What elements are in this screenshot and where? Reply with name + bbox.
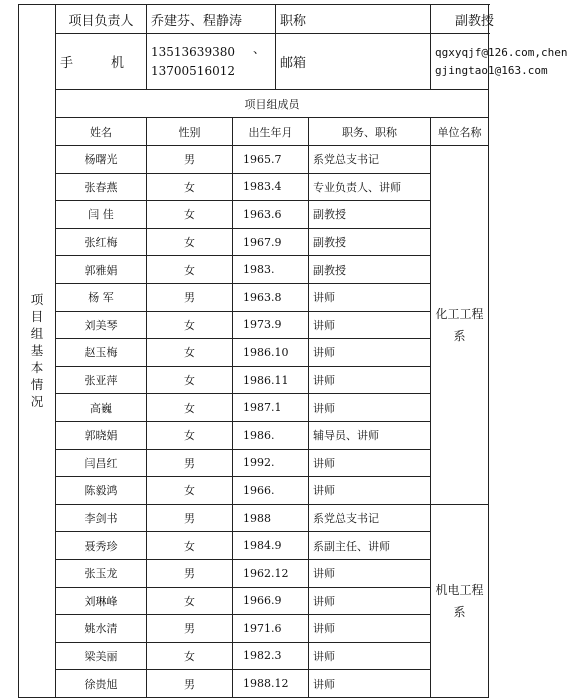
member-row: [19, 366, 489, 394]
project-team-basic-info-label: [19, 5, 56, 698]
member-birth: 1971.6: [233, 615, 309, 643]
member-row: [19, 339, 489, 367]
member-position: 系党总支书记: [309, 146, 431, 174]
unit-name-line: 系: [453, 604, 466, 619]
member-row: [19, 311, 489, 339]
member-gender: 男: [147, 504, 233, 532]
member-gender: 女: [147, 228, 233, 256]
member-row: [19, 256, 489, 284]
member-gender: 男: [147, 146, 233, 174]
member-birth: 1965.7: [233, 146, 309, 174]
member-row: [19, 615, 489, 643]
member-position: 讲师: [309, 477, 431, 505]
member-position: 辅导员、讲师: [309, 421, 431, 449]
phone-line-2: 13700516012: [151, 63, 235, 78]
phone-line-1: 13513639380: [151, 44, 235, 59]
member-name: 徐贵旭: [56, 670, 147, 698]
member-position: 系副主任、讲师: [309, 532, 431, 560]
member-gender: 女: [147, 477, 233, 505]
member-row: [19, 421, 489, 449]
title-value: 副教授: [431, 5, 489, 34]
member-position: 讲师: [309, 587, 431, 615]
member-gender: 男: [147, 559, 233, 587]
member-gender: 女: [147, 366, 233, 394]
member-gender: 女: [147, 394, 233, 422]
unit-name: [431, 146, 489, 505]
member-name: 梁美丽: [56, 642, 147, 670]
member-position: 讲师: [309, 559, 431, 587]
leader-label: 项目负责人: [56, 5, 147, 34]
member-birth: 1992.: [233, 449, 309, 477]
member-name: 刘琳峰: [56, 587, 147, 615]
member-gender: 女: [147, 339, 233, 367]
member-row: [19, 449, 489, 477]
member-birth: 1984.9: [233, 532, 309, 560]
member-position: 副教授: [309, 201, 431, 229]
unit-name-line: 系: [453, 328, 466, 343]
member-row: [19, 201, 489, 229]
leader-value: 乔建芬、程静涛: [147, 5, 276, 34]
side-label-line-3: 本情: [30, 360, 44, 393]
side-label-line-4: 况: [30, 394, 44, 410]
unit-name: [431, 504, 489, 697]
member-position: 专业负责人、讲师: [309, 173, 431, 201]
project-team-table: [18, 4, 568, 698]
member-name: 高巍: [56, 394, 147, 422]
member-gender: 男: [147, 283, 233, 311]
column-header-position: 职务、职称: [309, 118, 431, 146]
member-position: 讲师: [309, 311, 431, 339]
member-position: 系党总支书记: [309, 504, 431, 532]
member-birth: 1973.9: [233, 311, 309, 339]
member-position: 副教授: [309, 256, 431, 284]
phone-separator: 、: [253, 42, 266, 56]
member-birth: 1983.: [233, 256, 309, 284]
column-header-row: [19, 118, 489, 146]
column-header-gender: 性别: [147, 118, 233, 146]
member-name: 郭晓娟: [56, 421, 147, 449]
member-name: 张玉龙: [56, 559, 147, 587]
member-position: 讲师: [309, 394, 431, 422]
contact-row: [19, 34, 489, 90]
column-header-name: 姓名: [56, 118, 147, 146]
member-birth: 1988.12: [233, 670, 309, 698]
side-label-line-1: 项目: [30, 292, 44, 325]
member-gender: 男: [147, 615, 233, 643]
member-gender: 男: [147, 670, 233, 698]
member-birth: 1966.9: [233, 587, 309, 615]
member-name: 陈毅鸿: [56, 477, 147, 505]
member-row: [19, 394, 489, 422]
member-birth: 1982.3: [233, 642, 309, 670]
member-name: 张春燕: [56, 173, 147, 201]
member-row: [19, 670, 489, 698]
member-name: 李剑书: [56, 504, 147, 532]
member-row: [19, 504, 489, 532]
column-header-birth: 出生年月: [233, 118, 309, 146]
member-birth: 1988: [233, 504, 309, 532]
member-name: 闫昌红: [56, 449, 147, 477]
member-birth: 1987.1: [233, 394, 309, 422]
member-row: [19, 532, 489, 560]
member-row: [19, 173, 489, 201]
email-label: 邮箱: [276, 34, 431, 90]
member-birth: 1986.10: [233, 339, 309, 367]
email-value: [431, 34, 568, 90]
member-position: 讲师: [309, 339, 431, 367]
email-line-1: qgxyqjf@126.com,chen: [435, 45, 568, 59]
member-row: [19, 146, 489, 174]
member-birth: 1986.: [233, 421, 309, 449]
member-row: [19, 477, 489, 505]
member-position: 讲师: [309, 366, 431, 394]
member-row: [19, 642, 489, 670]
member-name: 聂秀珍: [56, 532, 147, 560]
leader-row: [19, 5, 489, 34]
title-label: 职称: [276, 5, 431, 34]
member-gender: 女: [147, 256, 233, 284]
unit-name-line: 化工工程: [435, 306, 484, 321]
member-gender: 女: [147, 201, 233, 229]
member-name: 杨曙光: [56, 146, 147, 174]
member-row: [19, 559, 489, 587]
unit-name-line: 机电工程: [435, 582, 484, 597]
side-label-line-2: 组基: [30, 326, 44, 359]
member-name: 闫 佳: [56, 201, 147, 229]
member-gender: 男: [147, 449, 233, 477]
member-birth: 1963.8: [233, 283, 309, 311]
member-birth: 1986.11: [233, 366, 309, 394]
member-position: 讲师: [309, 283, 431, 311]
member-gender: 女: [147, 421, 233, 449]
member-name: 张红梅: [56, 228, 147, 256]
member-gender: 女: [147, 173, 233, 201]
column-header-unit: 单位名称: [431, 118, 489, 146]
section-title: 项目组成员: [56, 90, 489, 118]
member-name: 姚水清: [56, 615, 147, 643]
member-gender: 女: [147, 642, 233, 670]
email-line-2: gjingtao1@163.com: [435, 63, 548, 77]
member-birth: 1966.: [233, 477, 309, 505]
member-position: 讲师: [309, 670, 431, 698]
member-position: 讲师: [309, 642, 431, 670]
member-birth: 1983.4: [233, 173, 309, 201]
member-row: [19, 228, 489, 256]
member-name: 郭雅娟: [56, 256, 147, 284]
member-row: [19, 587, 489, 615]
member-gender: 女: [147, 587, 233, 615]
member-birth: 1967.9: [233, 228, 309, 256]
member-gender: 女: [147, 311, 233, 339]
member-birth: 1962.12: [233, 559, 309, 587]
member-gender: 女: [147, 532, 233, 560]
member-birth: 1963.6: [233, 201, 309, 229]
member-name: 张亚萍: [56, 366, 147, 394]
member-position: 副教授: [309, 228, 431, 256]
phone-label: 手机: [56, 34, 147, 90]
member-name: 刘美琴: [56, 311, 147, 339]
member-name: 赵玉梅: [56, 339, 147, 367]
member-row: [19, 283, 489, 311]
member-name: 杨 军: [56, 283, 147, 311]
phone-value: [147, 34, 276, 90]
member-position: 讲师: [309, 615, 431, 643]
section-title-row: [19, 90, 489, 118]
member-position: 讲师: [309, 449, 431, 477]
